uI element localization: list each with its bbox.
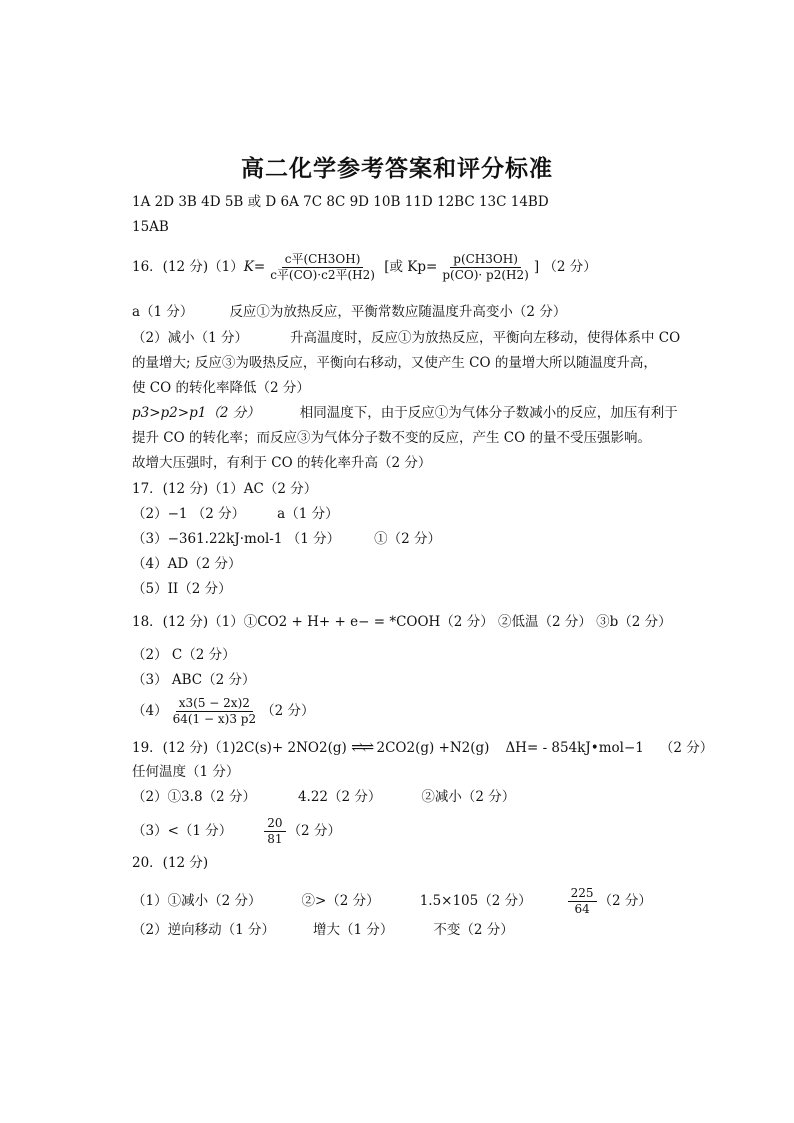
q18-line2: （2） C（2 分） — [132, 647, 236, 663]
k-fraction — [267, 252, 378, 283]
q18-line1: 18．(12 分)（1）①CO2 + H+ + e− = *COOH（2 分） ②低温（2 分） ③b（2 分） — [132, 614, 672, 630]
kp-open: [或 Kp= — [384, 259, 438, 275]
kp-close: ] （2 分） — [533, 259, 597, 275]
q16-p3-reason: 相同温度下，由于反应①为气体分子数减小的反应，加压有利于 — [299, 405, 678, 421]
q19-line3 — [132, 788, 515, 806]
q19-products: 2CO2(g) +N2(g) — [376, 740, 490, 756]
k-denominator: c平(CO)·c2平(H2) — [270, 268, 375, 282]
q19-enthalpy: ΔH= - 854kJ•mol−1 — [505, 740, 644, 756]
q16-part2-line2: 的量增大; 反应③为吸热反应，平衡向右移动，又使产生 CO 的量增大所以随温度升高， — [132, 355, 657, 371]
q20-p1-c: 1.5×105（2 分） — [419, 893, 532, 909]
q19-line1 — [132, 738, 713, 757]
q18-fraction — [170, 696, 259, 727]
mc-answers-line2: 15AB — [132, 219, 169, 235]
q20-fraction-numerator: 225 — [568, 886, 597, 902]
q20-p1-b: ②>（2 分） — [301, 893, 380, 909]
q16-a1: a（1 分） — [132, 304, 194, 320]
mc-answers-line1: 1A 2D 3B 4D 5B 或 D 6A 7C 8C 9D 10B 11D 12BC 13C 14BD — [132, 194, 549, 210]
kp-fraction — [439, 252, 531, 283]
q20-p1-a: （1）①减小（2 分） — [132, 893, 262, 909]
q17-line1: 17．(12 分)（1）AC（2 分） — [132, 481, 318, 497]
q19-fraction-numerator: 20 — [264, 816, 285, 832]
q16-head: 16．(12 分)（1） — [132, 259, 244, 275]
page-title: 高二化学参考答案和评分标准 — [241, 156, 553, 182]
q16-part3-line3: 故增大压强时，有利于 CO 的转化率升高（2 分） — [132, 455, 432, 471]
q17-p2-b: a（1 分） — [277, 506, 339, 522]
q17-p3-b: ①（2 分） — [374, 531, 441, 547]
k-numerator: c平(CH3OH) — [282, 252, 364, 268]
q19-p3-score: （2 分） — [287, 823, 341, 839]
kp-numerator: p(CH3OH) — [450, 252, 521, 268]
q16-part3-line1 — [132, 404, 678, 422]
q20-line1 — [132, 886, 652, 917]
q16-line-a — [132, 303, 566, 321]
q17-p2-answer: （2）−1 （2 分） — [132, 506, 246, 522]
q16-p2-answer: （2）减小（1 分） — [132, 330, 248, 346]
q16-p3-answer: p3>p2>p1（2 分） — [132, 405, 260, 421]
q20-p1-score: （2 分） — [598, 893, 652, 909]
q20-p2-c: 不变（2 分） — [433, 922, 514, 938]
q19-reactants: 19．(12 分)（1)2C(s)+ 2NO2(g) — [132, 740, 347, 756]
q20-line2 — [132, 921, 514, 939]
k-label: K= — [243, 259, 266, 275]
q19-line4 — [132, 816, 341, 847]
q18-line4 — [132, 696, 314, 727]
q20-p2-a: （2）逆向移动（1 分） — [132, 922, 275, 938]
q16-part2-line3: 使 CO 的转化率降低（2 分） — [132, 380, 310, 396]
q19-p2-c: ②减小（2 分） — [421, 789, 516, 805]
q19-fraction-denominator: 81 — [267, 832, 283, 846]
q18-line3: （3） ABC（2 分） — [132, 672, 256, 688]
q19-p2-a: （2）①3.8（2 分） — [132, 789, 256, 805]
q18-p4-label: （4） — [132, 703, 168, 719]
q16-a2: 反应①为放热反应，平衡常数应随温度升高变小（2 分） — [229, 304, 567, 320]
q20-head: 20．(12 分) — [132, 855, 209, 871]
q19-p2-b: 4.22（2 分） — [297, 789, 382, 805]
q16-part3-line2: 提升 CO 的转化率；而反应③为气体分子数不变的反应，产生 CO 的量不受压强影响。 — [132, 430, 651, 446]
q17-line3 — [132, 530, 441, 548]
q18-fraction-numerator: x3(5 − 2x)2 — [176, 696, 253, 712]
q17-p3-answer: （3）−361.22kJ·mol-1 （1 分） — [132, 531, 341, 547]
q19-line2: 任何温度（1 分） — [132, 764, 240, 780]
q19-fraction — [264, 816, 285, 847]
kp-denominator: p(CO)· p2(H2) — [442, 268, 529, 282]
q20-p2-b: 增大（1 分） — [312, 922, 394, 938]
q16-part2-line1 — [132, 329, 680, 347]
q20-fraction — [568, 886, 597, 917]
q19-p3-a: （3）<（1 分） — [132, 823, 233, 839]
q17-line5: （5）II（2 分） — [132, 581, 232, 597]
q18-p4-score: （2 分） — [261, 703, 315, 719]
q16-formula-line — [132, 252, 597, 283]
q20-fraction-denominator: 64 — [574, 902, 590, 916]
q17-line2 — [132, 505, 339, 523]
q18-fraction-denominator: 64(1 − x)3 p2 — [172, 712, 257, 726]
q16-p2-reason: 升高温度时，反应①为放热反应，平衡向左移动，使得体系中 CO — [289, 330, 681, 346]
q17-line4: （4）AD（2 分） — [132, 556, 242, 572]
equilibrium-arrow-icon: ⇌⇌ — [351, 738, 373, 756]
q19-score: （2 分） — [659, 740, 714, 756]
